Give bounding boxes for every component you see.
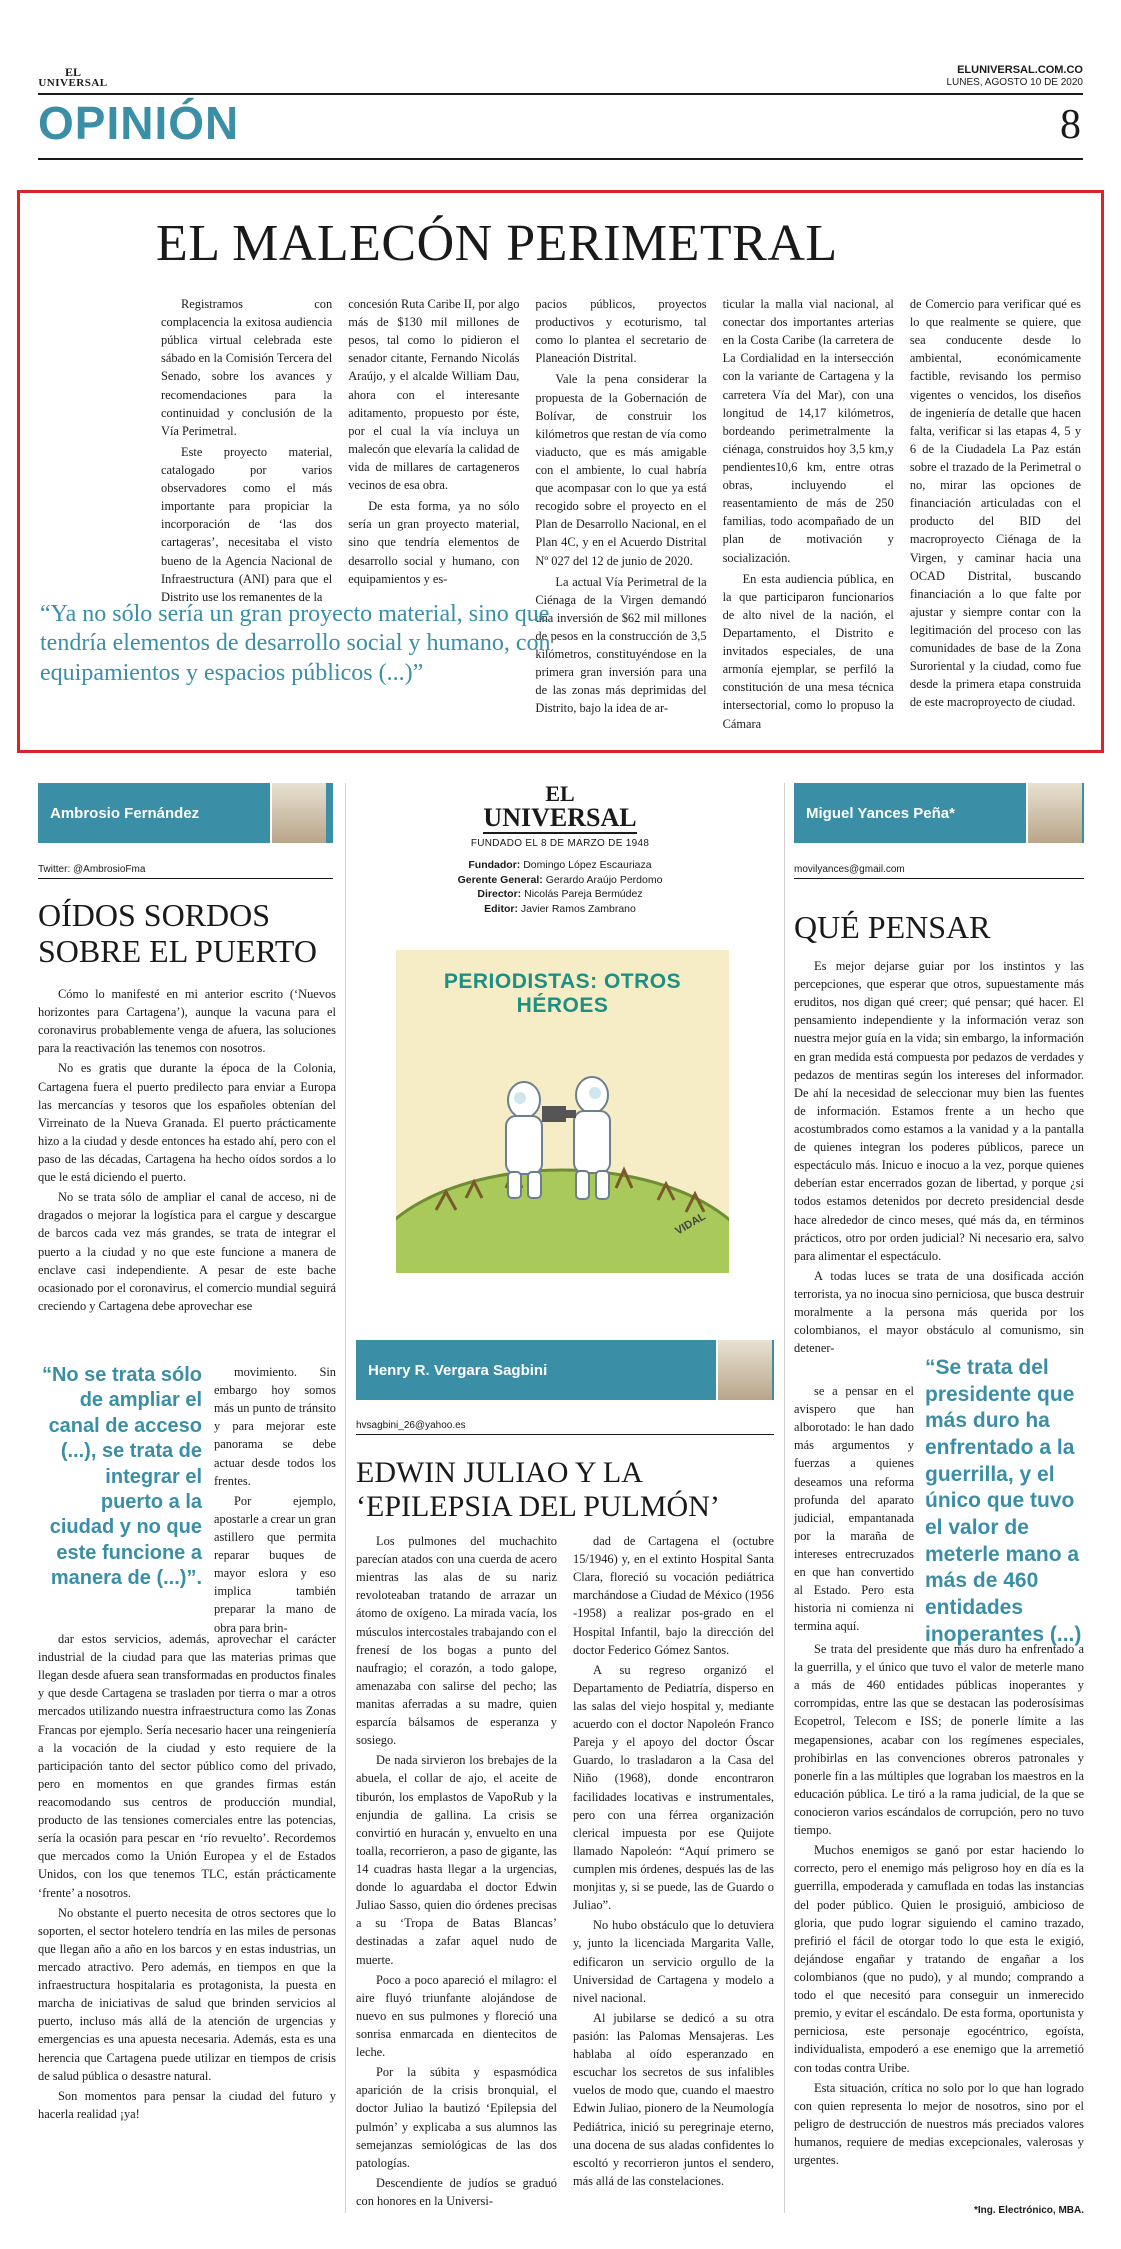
editorial-col-1: Registramos con complacencia la exitosa audiencia pública virtual celebrada este sábado en la Comisión Tercera del Senado, sobre los avances y recomendaciones para la continuidad y conclusión de la Vía Perimetral. Este proyecto material, catalogado por varios observadores como el más importante para propiciar la incorporación de ‘las dos cartageras’, necesitaba el visto bueno de la Agencia Nacional de Infraestructura (ANI) para que el Distrito use los remanentes de la [161, 297, 333, 604]
column-title: OÍDOS SORDOS SOBRE EL PUERTO [38, 897, 317, 969]
editorial-col-5: de Comercio para verificar qué es lo que realmente se quiere, que sea conducente desde lo ambiental, económicamente factible, revisando los permiso vigentes o vencidos, los diseños de ingeniería de detalle que hacen falta, verificar si las etapas 4, 5 y 6 de la Ciudadela La Paz están sobre el trazado de la Perimetral o no, mirar las opciones de financiación articuladas con el producto del BID del macroproyecto Ciénaga de la Virgen, y caminar hacia una OCAD Distrital, buscando financiación a lo que falte por ajustar y siempre contar con la legitimación del proceso con las comunidades de base de la Zona Suroriental y la ciudad, como fue desde la primera etapa construida de este macroproyecto de ciudad. [909, 297, 1082, 710]
credit-row: Director: Nicolás Pareja Bermúdez [477, 888, 643, 901]
avatar [1026, 783, 1082, 843]
column-divider [784, 783, 785, 2213]
author-name: Henry R. Vergara Sagbini [368, 1361, 548, 1379]
section-rule [38, 158, 1083, 160]
column-body-top: Cómo lo manifesté en mi anterior escrito (‘Nuevos horizontes para Cartagena’), aunque la vacuna para el coronavirus probablemente venga de afuera, las soluciones para la reactivación las tenemos con nosotros. No es gratis que durante la época de la Colonia, Cartagena fuera el puerto predilecto para enviar a Europa las mercancías y tesoros que los españoles obtenían del Virreinato de la Nueva Granada. El puerto prácticamente hizo a la ciudad y desde entonces ha estado ahí, pero con el paso de las décadas, Cartagena ha hecho oídos sordos a lo que le está diciendo el puerto. No se trata sólo de ampliar el canal de acceso, ni de dragados o mejorar la logística para el cargue y descargue de barcos cada vez más grandes, se trata de integrar el puerto a la ciudad y no que este funcione a manera de enclave casi independiente. A pesar de este bache ocasionado por el coronavirus, el comercio mundial seguirá creciendo y Cartagena debe aprovechar ese [38, 987, 336, 1313]
website: ELUNIVERSAL.COM.CO [957, 64, 1083, 76]
author-rule [38, 878, 333, 879]
cartoon-title: PERIODISTAS: OTROS HÉROES [443, 970, 682, 1017]
column-body-side: movimiento. Sin embargo hoy somos más un punto de tránsito y para mejorar este panorama se debe actuar desde todos los frentes. Por ejemplo, apostarle a crear un gran astillero que permita reparar buques de mayor eslora y eso implica también preparar la mano de obra para brin- [214, 1365, 336, 1635]
cartoon-signature: VIDAL [673, 1210, 708, 1238]
twitter-handle: Twitter: @AmbrosioFma [38, 864, 146, 875]
author-footnote: *Ing. Electrónico, MBA. [973, 2205, 1084, 2216]
author-name: Ambrosio Fernández [50, 804, 200, 822]
avatar [716, 1340, 772, 1400]
pull-quote: “No se trata sólo de ampliar el canal de acceso (...), se trata de integrar el puerto a la ciudad y no que este funcione a manera de (...)”. [41, 1364, 202, 1590]
center-columns [356, 1532, 774, 2212]
author-bar-center [356, 1340, 774, 1400]
center-col-2: dad de Cartagena el (octubre 15/1946) y, en el extinto Hospital Santa Clara, floreció su vocación pediátrica marchándose a Ciudad de México (1956 -1958) a realizar pos-grado en el Hospital Infantil, bajo la dirección del doctor Federico Gómez Santos. A su regreso organizó el Departamento de Pediatría, disperso en las salas del viejo hospital y, mediante acuerdo con el doctor Napoleón Franco Pareja y el apoyo del doctor Óscar Guardo, lo trasladaron a la Casa del Niño (1968), donde encontraron facilidades locativas e instrumentales, pero con una férrea organización clerical impuesta por ese Quijote llamado Napoleón: “Aquí primero se cumplen mis órdenes, después las de las monjitas y, si se puede, las de Guardo o Juliao”. No hubo obstáculo que lo detuviera y, junto la licenciada Margarita Valle, edificaron un servicio orgullo de la Universidad de Cartagena y modelo a nivel nacional. Al jubilarse se dedicó a su otra pasión: las Palomas Mensajeras. Les hablaba al oído esperanzado en escuchar los secretos de sus infalibles vuelos de modo que, cuando el maestro Edwin Juliao, pionero de la Neumología Pediátrica, inició su peregrinaje eterno, una docena de sus aladas confidentes lo escoltó y recorrieron juntos el sendero, más allá de las constelaciones. [573, 1534, 774, 2188]
editorial-col-4: ticular la malla vial nacional, al conectar dos importantes arterias en la Costa Caribe (la carretera de La Cordialidad en la intersección con la variante de Cartagena y la carretera Vía del Mar), con una longitud de 14,17 kilómetros, bordeando perimetralmente la ciénaga, construidos hoy 3,5 km,y pendientes10,6 km, entre otras obras, incluyendo el reasentamiento de más de 250 familias, todo acompañado de un plan de motivación y socialización. En esta audiencia pública, en la que participaron funcionarios de alto nivel de la nación, el Departamento, el Distrito e invitados especiales, de una armonía ejemplar, se perfiló la constitución de una mesa técnica intersectorial, como lo propuso la Cámara [722, 297, 894, 731]
column-body-side: se a pensar en el avispero que han alborotado: le han dado más argumentos y fuerzas a quienes deseamos una reforma profunda del aparato judicial, empantanada por la maraña de intereses entrecruzados en que han convertido al Estado. Pero esta historia ni comienza ni termina aquí. [794, 1384, 914, 1634]
column-body-top: Es mejor dejarse guiar por los instintos y las percepciones, que esperar que otros, supuestamente más eruditos, nos digan qué creer; qué pensar; qué hacer. El pensamiento independiente y la información veraz son nuestra mejor guía en la vida; sin embargo, la información en gran medida está compuesta por pedazos de verdades y pedazos de mentiras según los intereses del informador. De ahí la necesidad de seleccionar muy bien las fuentes de información. Estamos frente a un hecho que acostumbrados como estamos a la vanidad y a la pantalla de quienes integran los poderes públicos, parece un espectáculo más. Inicuo e inocuo a la vez, porque quienes deberían estar encerrados gozan de libertad, y porque ¿si todos estamos detenidos por decreto presidencial desde hace alrededor de cinco meses, qué más da, en términos prácticos, otro por orden judicial? Ni necesario era, salvo para alimentar el espectáculo. A todas luces se trata de una dosificada acción terrorista, ya no inocua sino perniciosa, que busca destruir moralmente a la persona más querida por los colombianos, el mayor obstáculo al comunismo, sin detener- [794, 959, 1084, 1356]
column-divider [345, 783, 346, 2213]
editorial-cartoon [396, 950, 729, 1273]
author-rule [794, 878, 1084, 879]
masthead-logo: EL UNIVERSAL [38, 65, 108, 89]
editorial-col-3: pacios públicos, proyectos productivos y ecoturismo, tal como lo plantea el secretario de Planeación Distrital. Vale la pena considerar la propuesta de la Gobernación de Bolívar, de construir los kilómetros que restan de vía como viaducto, que es más amigable con el ambiente, lo cual habría que acompasar con lo que ya está recogido sobre el proyecto en el Plan de Desarrollo Nacional, en el Plan 4C, y en el Acuerdo Distrital Nº 027 del 12 de junio de 2020. La actual Vía Perimetral de la Ciénaga de la Virgen demandó una inversión de $62 mil millones de pesos en la construcción de 3,5 kilómetros, constituyéndose en la primera gran inversión para una de las zonas más deprimidas del Distrito, bajo la idea de ar- [535, 297, 707, 716]
page-number: 8 [1060, 102, 1081, 148]
issue-date: LUNES, AGOSTO 10 DE 2020 [946, 77, 1083, 89]
credit-row: Fundador: Domingo López Escauriaza [468, 859, 652, 871]
founded-line: FUNDADO EL 8 DE MARZO DE 1948 [470, 838, 650, 849]
credit-row: Editor: Javier Ramos Zambrano [484, 903, 636, 916]
center-col-1: Los pulmones del muchachito parecían atados con una cuerda de acero mientras las alas de su nariz revoloteaban tratando de arrazar un átomo de oxígeno. La mirada vacía, los músculos intercostales trabajando con el frenesí de los bogas a punto del naufragio; el corazón, a todo galope, amenazaba con salirse del pecho; las manitas aferradas a su madre, quien esparcía bálsamos de esperanza y sosiego. De nada sirvieron los brebajes de la abuela, el collar de ajo, el aceite de tiburón, los emplastos de VapoRub y la enjundia de gallina. La crisis se convirtió en huracán y, envuelto en una toalla, recorrieron, a paso de gigante, las 14 cuadras hasta llegar a la urgencias, donde lo aguardaba el doctor Edwin Juliao Sasso, quien dio órdenes precisas a su ‘Tropa de Batas Blancas’ destinadas a zafar aquel nudo de muerte. Poco a poco apareció el milagro: el aire fluyó triunfante alojándose de nuevo en sus pulmones y floreció una sonrisa enmarcada en dientecitos de leche. Por la súbita y espasmódica aparición de la crisis bronquial, el doctor Juliao la bautizó ‘Epilepsia del pulmón’ y explicaba a sus alumnos las semejanzas semiológicas de las dos patologías. Descendiente de judíos se graduó con honores en la Universi- [356, 1534, 557, 2208]
author-email: hvsagbini_26@yahoo.es [356, 1420, 466, 1431]
author-email: movilyances@gmail.com [794, 864, 905, 875]
author-rule [356, 1434, 774, 1435]
pull-quote: “Se trata del presidente que más duro ha enfrentado a la guerrilla, y el único que tuvo el valor de meterle mano a más de 460 entidades inoperantes (...) [925, 1356, 1082, 1646]
author-name: Miguel Yances Peña* [806, 804, 955, 822]
editorial-col-2: concesión Ruta Caribe II, por algo más de $130 mil millones de pesos, tal como lo pidieron el senador citante, Fernando Nicolás Araújo, y el alcalde William Dau, ahora con el interesante aditamento, propuesto por éste, por el cual la vía incluya un malecón que elevaría la calidad de vida de millares de cartageneros vecinos de esa obra. De esta forma, ya no sólo sería un gran proyecto material, sino que tendría elementos de desarrollo social y humano, con equipamientos y es- [348, 297, 520, 586]
column-body-bottom: dar estos servicios, además, aprovechar el carácter industrial de la ciudad para que las materias primas que llegan desde afuera sean transformadas en productos finales y que desde Cartagena se trasladen por tierra o mar a otros mercados utilizando nuestra infraestructura como las Zonas Francas por ejemplo. Sería necesario hacer una reingeniería a la vocación de la ciudad y esto requiere de la participación tanto del sector público como del privado, pero en momentos en que grandes firmas están reacomodando sus centros de producción mundial, producto de las tensiones comerciales entre las potencias, sería la ocasión para pescar en ‘río revuelto’. Recordemos que mercados como la Unión Europea y el de Estados Unidos, con los que tenemos TLC, están prácticamente ‘frente’ a nosotros. No obstante el puerto necesita de otros sectores que lo soporten, el sector hotelero tendría en las miles de personas que llegan año a año en los barcos y en estas industrias, un mercado atractivo. Pero además, en tiempos en que la infraestructura hospitalaria es protagonista, la puesta en marcha de iniciativas de salud que brinden servicios al puerto, incluso más allá de la atención de urgencias y emergencias es una apuesta necesaria. Además, esta es una herencia que Cartagena puede utilizar en tiempos de crisis de salud pública o desastre natural. Son momentos para pensar la ciudad del futuro y hacerla realidad ¡ya! [38, 1632, 336, 2121]
column-title: QUÉ PENSAR [794, 909, 991, 945]
staff-credits [400, 858, 720, 917]
masthead-rule [38, 93, 1083, 95]
editorial-title: EL MALECÓN PERIMETRAL [156, 215, 838, 272]
column-body-bottom: Se trata del presidente que más duro ha enfrentado a la guerrilla, y el único que tuvo el valor de meterle mano a más de 460 entidades públicas inoperantes y corrompidas, entre las que se destacan las poderosísimas Ecopetrol, Telecom e ISS; de ponerle límite a las megapensiones, acabar con los regímenes especiales, prohibirlas en las convenciones obreros patronales y ponerle fin a las múltiples que lograban los maestros en la educación pública. Le tiró a la rama judicial, de la que se conocieron varios escándalos de corrupción, pero no tuvo tiempo. Muchos enemigos se ganó por estar haciendo lo correcto, pero el enemigo más peligroso hoy en día es la guerrilla, empoderada y camuflada en todas las instancias del poder público. Quien le prosiguió, ambicioso de gloria, que pudo lograr siguiendo el camino trazado, prefirió el fácil de otorgar todo lo que esta le exigió, dejándose engañar y tratando de engañar a los colombianos (que no pudo), y al mundo; comprando a todo el que necesitó para conseguir un inmerecido premio, y evitar el escándalo. De esta forma, oportunista y perniciosa, este personaje egocéntrico, egoísta, individualista, empoderó a ese enemigo que la arremetió con todas contra Uribe. Esta situación, crítica no solo por lo que han logrado con quien representa lo mejor de nosotros, sino por el peligro de destrucción de nuestros más preciados valores humanos, requiere de medias excepcionales, valerosas y urgentes. [794, 1642, 1084, 2168]
column-title: EDWIN JULIAO Y LA ‘EPILEPSIA DEL PULMÓN’ [356, 1456, 720, 1523]
center-logo: EL UNIVERSAL [483, 781, 637, 832]
avatar [270, 783, 326, 843]
masthead-info [946, 64, 1083, 89]
editorial-pull-quote: “Ya no sólo sería un gran proyecto material, sino que tendría elementos de desarrollo social y humano, con equipamientos y espacios públicos (...)” [40, 601, 551, 686]
credit-row: Gerente General: Gerardo Araújo Perdomo [457, 873, 663, 886]
section-title: OPINIÓN [38, 97, 240, 149]
